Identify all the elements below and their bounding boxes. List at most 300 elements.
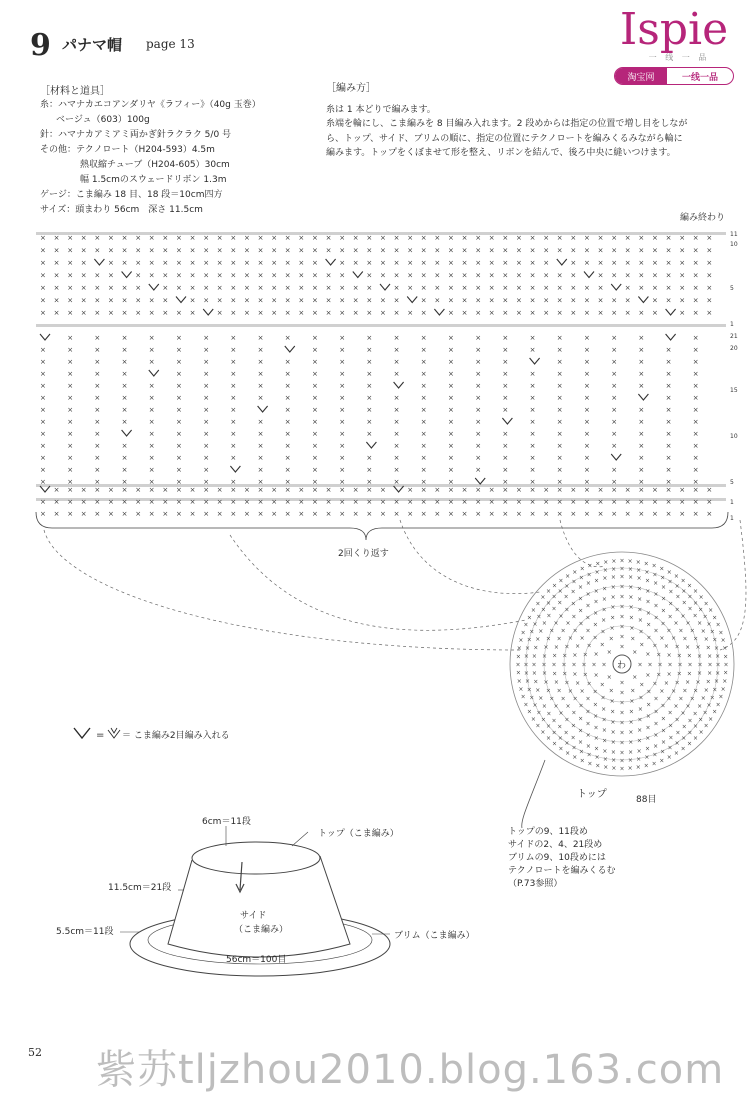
circle-stitch: × — [602, 575, 608, 583]
circle-stitch: × — [540, 593, 546, 601]
stitch-mark: × — [312, 271, 318, 280]
stitch-mark: × — [665, 346, 672, 354]
stitch-mark: × — [53, 498, 60, 506]
circle-stitch: × — [627, 765, 633, 773]
circle-stitch: × — [593, 745, 599, 753]
stitch-mark: × — [393, 498, 400, 506]
circle-stitch: × — [552, 670, 558, 678]
stitch-mark: × — [121, 454, 128, 462]
circle-stitch: × — [592, 701, 598, 709]
circle-stitch: × — [530, 715, 536, 723]
circle-stitch: × — [610, 739, 616, 747]
stitch-mark: × — [366, 346, 373, 354]
circle-stitch: × — [693, 723, 699, 731]
circle-stitch: × — [674, 582, 680, 590]
circle-stitch: × — [602, 747, 608, 755]
stitch-mark: × — [556, 370, 563, 378]
stitch-mark: × — [325, 309, 332, 317]
stitch-mark: × — [284, 271, 291, 280]
circle-stitch: × — [657, 661, 663, 669]
circle-stitch: × — [695, 644, 701, 652]
circle-stitch: × — [579, 757, 585, 765]
stitch-mark: × — [502, 246, 509, 255]
stitch-mark: × — [692, 442, 699, 450]
circle-stitch: × — [619, 719, 625, 727]
stitch-mark: × — [516, 486, 522, 494]
circle-stitch: × — [666, 568, 672, 576]
stitch-mark: × — [611, 510, 618, 518]
stitch-mark: × — [475, 309, 482, 317]
stitch-mark: × — [80, 234, 87, 242]
circle-stitch: × — [685, 702, 691, 710]
stitch-mark: × — [162, 259, 169, 267]
stitch-mark: × — [80, 246, 87, 255]
circle-stitch: × — [667, 744, 673, 752]
stitch-mark: × — [176, 334, 182, 342]
stitch-mark: × — [189, 246, 196, 255]
stitch-mark: × — [108, 486, 114, 494]
stitch-mark: × — [556, 406, 563, 414]
circle-stitch: × — [538, 627, 544, 635]
stitch-mark: × — [148, 394, 155, 402]
stitch-mark: × — [67, 498, 74, 506]
stitch-mark: × — [556, 394, 563, 402]
stitch-mark: × — [448, 466, 454, 474]
stitch-mark: × — [257, 442, 264, 450]
stitch-mark: × — [393, 478, 400, 486]
stitch-mark: × — [176, 346, 182, 354]
stitch-mark: × — [502, 430, 509, 438]
stitch-mark: × — [148, 346, 155, 354]
stitch-mark: × — [298, 309, 305, 317]
circle-stitch: × — [659, 757, 665, 765]
stitch-mark: × — [638, 358, 645, 366]
stitch-mark: × — [529, 334, 536, 342]
circle-stitch: × — [619, 603, 625, 611]
circle-stitch: × — [572, 652, 578, 660]
circle-stitch: × — [526, 708, 532, 716]
stitch-mark: × — [692, 259, 699, 267]
stitch-mark: × — [624, 246, 631, 255]
circle-stitch: × — [556, 687, 562, 695]
stitch-mark: × — [230, 370, 237, 378]
stitch-mark: × — [325, 246, 332, 255]
stitch-mark: × — [339, 370, 346, 378]
stitch-mark: × — [529, 430, 536, 438]
note-line: （P.73参照） — [508, 879, 563, 889]
circle-stitch: × — [703, 687, 709, 695]
stitch-mark: × — [312, 442, 318, 450]
stitch-mark: × — [312, 246, 318, 255]
stitch-mark: × — [40, 296, 46, 305]
stitch-mark: × — [94, 246, 101, 255]
stitch-mark: × — [393, 430, 400, 438]
circle-stitch: × — [653, 591, 659, 599]
stitch-mark: × — [407, 234, 414, 242]
stitch-mark: × — [244, 510, 250, 518]
stitch-mark: × — [434, 259, 441, 267]
stitch-mark: × — [203, 394, 210, 402]
stitch-mark: × — [284, 246, 291, 255]
stitch-mark: × — [475, 486, 482, 494]
stitch-mark: × — [597, 234, 604, 242]
circle-stitch: × — [651, 760, 657, 768]
circle-stitch: × — [619, 583, 625, 591]
circle-stitch: × — [653, 720, 659, 728]
row-number: 20 — [730, 345, 738, 352]
circle-stitch: × — [692, 710, 698, 718]
circle-stitch: × — [632, 648, 638, 656]
circle-stitch: × — [629, 698, 635, 706]
circle-stitch: × — [619, 573, 625, 581]
circle-stitch: × — [578, 739, 584, 747]
top-outline — [192, 842, 320, 874]
brand-subtitle: 一 线 一 品 — [648, 53, 710, 62]
stitch-mark: × — [162, 284, 169, 292]
circle-stitch: × — [619, 643, 625, 651]
stitch-mark: × — [448, 259, 454, 267]
circle-stitch: × — [520, 693, 526, 701]
stitch-mark: × — [448, 271, 454, 280]
circle-stitch: × — [592, 621, 598, 629]
stitch-mark: × — [652, 284, 658, 292]
circle-stitch: × — [663, 679, 669, 687]
stitch-mark: × — [543, 296, 550, 305]
stitch-mark: × — [407, 510, 414, 518]
stitch-mark: × — [203, 382, 210, 390]
stitch-mark: × — [516, 309, 522, 317]
stitch-mark: × — [325, 296, 332, 305]
stitch-mark: × — [366, 246, 373, 255]
stitch-mark: × — [611, 406, 618, 414]
stitch-mark: × — [692, 234, 699, 242]
stitch-mark: × — [448, 234, 454, 242]
stitch-mark: × — [597, 271, 604, 280]
stitch-mark: × — [665, 296, 672, 305]
stitch-mark: × — [584, 430, 590, 438]
materials-line: ゲージ：こま編み 18 目、18 段＝10cm四方 — [40, 190, 223, 200]
stitch-mark: × — [230, 406, 237, 414]
stitch-mark: × — [108, 259, 114, 267]
circle-stitch: × — [551, 740, 557, 748]
stitch-mark: × — [284, 454, 291, 462]
stitch-mark: × — [230, 234, 237, 242]
stitch-mark: × — [543, 309, 550, 317]
stitch-mark: × — [67, 271, 74, 280]
circle-stitch: × — [575, 679, 581, 687]
circle-stitch: × — [680, 577, 686, 585]
circle-stitch: × — [609, 698, 615, 706]
stitch-mark: × — [216, 296, 223, 305]
circle-stitch: × — [601, 606, 607, 614]
stitch-mark: × — [692, 382, 699, 390]
stitch-mark: × — [203, 442, 210, 450]
circle-stitch: × — [686, 670, 692, 678]
stitch-mark: × — [203, 466, 210, 474]
stitch-mark: × — [189, 271, 196, 280]
stitch-mark: × — [244, 246, 250, 255]
stitch-mark: × — [529, 259, 536, 267]
stitch-mark: × — [312, 510, 318, 518]
stitch-mark: × — [257, 466, 264, 474]
stitch-mark: × — [135, 296, 142, 305]
stitch-mark: × — [692, 406, 699, 414]
stitch-mark: × — [366, 510, 373, 518]
stitch-mark: × — [94, 296, 101, 305]
circle-stitch: × — [659, 634, 665, 642]
stitch-mark: × — [176, 394, 182, 402]
circle-stitch: × — [611, 565, 617, 573]
circle-stitch: × — [645, 724, 651, 732]
circle-stitch: × — [652, 642, 658, 650]
circle-stitch: × — [567, 635, 573, 643]
stitch-mark: × — [257, 358, 264, 366]
stitch-mark: × — [80, 259, 87, 267]
stitch-mark: × — [665, 466, 672, 474]
stitch-mark: × — [135, 284, 142, 292]
stitch-mark: × — [148, 358, 155, 366]
stitch-mark: × — [80, 296, 87, 305]
stitch-mark: × — [584, 466, 590, 474]
stitch-mark: × — [380, 234, 386, 242]
stitch-mark: × — [148, 454, 155, 462]
circle-stitch: × — [636, 566, 642, 574]
stitch-mark: × — [624, 234, 631, 242]
circle-stitch: × — [551, 593, 557, 601]
stitch-mark: × — [94, 382, 101, 390]
stitch-mark: × — [257, 246, 264, 255]
stitch-mark: × — [339, 466, 346, 474]
note-line: ブリムの9、10段めには — [508, 853, 606, 863]
circle-stitch: × — [563, 729, 569, 737]
circle-stitch: × — [645, 587, 651, 595]
stitch-mark: × — [339, 478, 346, 486]
stitch-mark: × — [298, 296, 305, 305]
stitch-mark: × — [393, 309, 400, 317]
stitch-mark: × — [529, 309, 536, 317]
stitch-mark: × — [312, 486, 318, 494]
circle-stitch: × — [619, 557, 625, 565]
stitch-mark: × — [40, 246, 46, 255]
stitch-mark: × — [638, 234, 645, 242]
circle-stitch: × — [619, 623, 625, 631]
stitch-mark: × — [108, 246, 114, 255]
stitch-mark: × — [434, 498, 441, 506]
stitch-mark: × — [584, 284, 590, 292]
stitch-mark: × — [298, 246, 305, 255]
circle-stitch: × — [545, 735, 551, 743]
stitch-mark: × — [121, 370, 128, 378]
stitch-mark: × — [475, 334, 482, 342]
stitch-mark: × — [284, 466, 291, 474]
stitch-mark: × — [638, 259, 645, 267]
stitch-mark: × — [597, 498, 604, 506]
stitch-mark: × — [162, 246, 169, 255]
circle-stitch: × — [551, 729, 557, 737]
stitch-mark: × — [325, 486, 332, 494]
method-line: 編みます。トップをくぼませて形を整え、リボンを結んで、後ろ中央に縫いつけます。 — [326, 148, 676, 158]
circle-stitch: × — [723, 653, 729, 661]
circle-stitch: × — [697, 661, 703, 669]
watermark: 紫苏tljzhou2010.blog.163.com — [96, 1047, 725, 1093]
circle-stitch: × — [592, 634, 598, 642]
stitch-mark: × — [40, 346, 46, 354]
stitch-mark: × — [203, 478, 210, 486]
stitch-mark: × — [230, 271, 237, 280]
stitch-mark: × — [257, 370, 264, 378]
circle-stitch: × — [685, 620, 691, 628]
stitch-mark: × — [665, 370, 672, 378]
circle-stitch: × — [553, 702, 559, 710]
circle-stitch: × — [667, 578, 673, 586]
stitch-mark: × — [216, 234, 223, 242]
stitch-mark: × — [502, 466, 509, 474]
circle-stitch: × — [682, 635, 688, 643]
stitch-mark: × — [148, 430, 155, 438]
stitch-mark: × — [529, 234, 536, 242]
stitch-mark: × — [638, 442, 645, 450]
stitch-mark: × — [162, 510, 169, 518]
circle-stitch: × — [678, 627, 684, 635]
stitch-mark: × — [420, 259, 427, 267]
stitch-mark: × — [284, 296, 291, 305]
circle-stitch: × — [639, 641, 645, 649]
stitch-mark: × — [611, 466, 618, 474]
circle-stitch: × — [666, 695, 672, 703]
stitch-mark: × — [189, 259, 196, 267]
circle-stitch: × — [557, 587, 563, 595]
stitch-mark: × — [393, 466, 400, 474]
circle-stitch: × — [681, 723, 687, 731]
circle-stitch: × — [689, 627, 695, 635]
stitch-mark: × — [244, 259, 250, 267]
stitch-mark: × — [529, 346, 536, 354]
circle-stitch: × — [627, 757, 633, 765]
stitch-mark: × — [665, 510, 672, 518]
circle-stitch: × — [570, 600, 576, 608]
stitch-mark: × — [271, 309, 278, 317]
stitch-mark: × — [94, 478, 101, 486]
stitch-mark: × — [692, 498, 699, 506]
circle-stitch: × — [565, 572, 571, 580]
stitch-mark: × — [407, 259, 414, 267]
stitch-mark: × — [475, 284, 482, 292]
stitch-mark: × — [529, 442, 536, 450]
circle-stitch: × — [709, 628, 715, 636]
stitch-mark: × — [325, 271, 332, 280]
stitch-mark: × — [611, 370, 618, 378]
stitch-mark: × — [434, 510, 441, 518]
circle-stitch: × — [545, 687, 551, 695]
method-line: 糸端を輪にし、こま編みを 8 目編み入れます。2 段めからは指定の位置で増し目をしなが — [326, 119, 688, 129]
stitch-mark: × — [80, 498, 87, 506]
circle-stitch: × — [564, 582, 570, 590]
circle-stitch: × — [593, 587, 599, 595]
stitch-mark: × — [529, 418, 536, 426]
stitch-mark: × — [67, 454, 74, 462]
circle-stitch: × — [712, 686, 718, 694]
circle-stitch: × — [570, 588, 576, 596]
stitch-mark: × — [312, 418, 318, 426]
circle-stitch: × — [660, 748, 666, 756]
stitch-mark: × — [570, 234, 577, 242]
stitch-mark: × — [94, 498, 101, 506]
stitch-mark: × — [189, 309, 196, 317]
stitch-mark: × — [692, 309, 699, 317]
stitch-mark: × — [298, 510, 305, 518]
stitch-mark: × — [94, 442, 101, 450]
circle-stitch: × — [578, 702, 584, 710]
stitch-mark: × — [148, 246, 155, 255]
stitch-mark: × — [284, 486, 291, 494]
circle-stitch: × — [572, 695, 578, 703]
circle-stitch: × — [667, 709, 673, 717]
stitch-mark: × — [638, 454, 645, 462]
circle-stitch: × — [668, 734, 674, 742]
stitch-mark: × — [339, 271, 346, 280]
circle-stitch: × — [578, 620, 584, 628]
stitch-mark: × — [203, 358, 210, 366]
stitch-mark: × — [203, 418, 210, 426]
circle-stitch: × — [645, 672, 651, 680]
stitch-mark: × — [570, 498, 577, 506]
stitch-mark: × — [176, 309, 182, 317]
note-line: サイドの2、4、21段め — [508, 840, 603, 850]
circle-stitch: × — [628, 739, 634, 747]
stitch-mark: × — [638, 382, 645, 390]
stitch-mark: × — [257, 259, 264, 267]
stitch-mark: × — [420, 309, 427, 317]
stitch-mark: × — [284, 394, 291, 402]
stitch-mark: × — [189, 498, 196, 506]
circle-stitch: × — [606, 648, 612, 656]
circle-stitch: × — [564, 606, 570, 614]
circle-stitch: × — [608, 635, 614, 643]
stitch-mark: × — [407, 498, 414, 506]
stitch-mark: × — [597, 510, 604, 518]
stitch-mark: × — [665, 486, 672, 494]
stitch-mark: × — [121, 406, 128, 414]
circle-stitch: × — [718, 629, 724, 637]
stitch-mark: × — [448, 394, 454, 402]
stitch-mark: × — [393, 246, 400, 255]
stitch-mark: × — [216, 246, 223, 255]
circle-stitch: × — [610, 614, 616, 622]
circle-stitch: × — [546, 710, 552, 718]
stitch-mark: × — [366, 454, 373, 462]
circle-stitch: × — [545, 587, 551, 595]
circle-stitch: × — [602, 585, 608, 593]
stitch-mark: × — [692, 466, 699, 474]
circle-stitch: × — [541, 661, 547, 669]
circle-stitch: × — [591, 661, 597, 669]
circle-stitch: × — [585, 695, 591, 703]
circle-stitch: × — [645, 713, 651, 721]
stitch-mark: × — [162, 309, 169, 317]
circle-stitch: × — [653, 627, 659, 635]
repeat-label: 2回くり返す — [338, 549, 389, 559]
circle-stitch: × — [653, 731, 659, 739]
stitch-count-label: 88目 — [636, 795, 657, 805]
circle-stitch: × — [706, 702, 712, 710]
stitch-mark: × — [665, 382, 672, 390]
stitch-mark: × — [529, 498, 536, 506]
stitch-mark: × — [556, 334, 563, 342]
stitch-mark: × — [380, 246, 386, 255]
circle-stitch: × — [703, 635, 709, 643]
circle-stitch: × — [632, 674, 638, 682]
circle-stitch: × — [536, 709, 542, 717]
